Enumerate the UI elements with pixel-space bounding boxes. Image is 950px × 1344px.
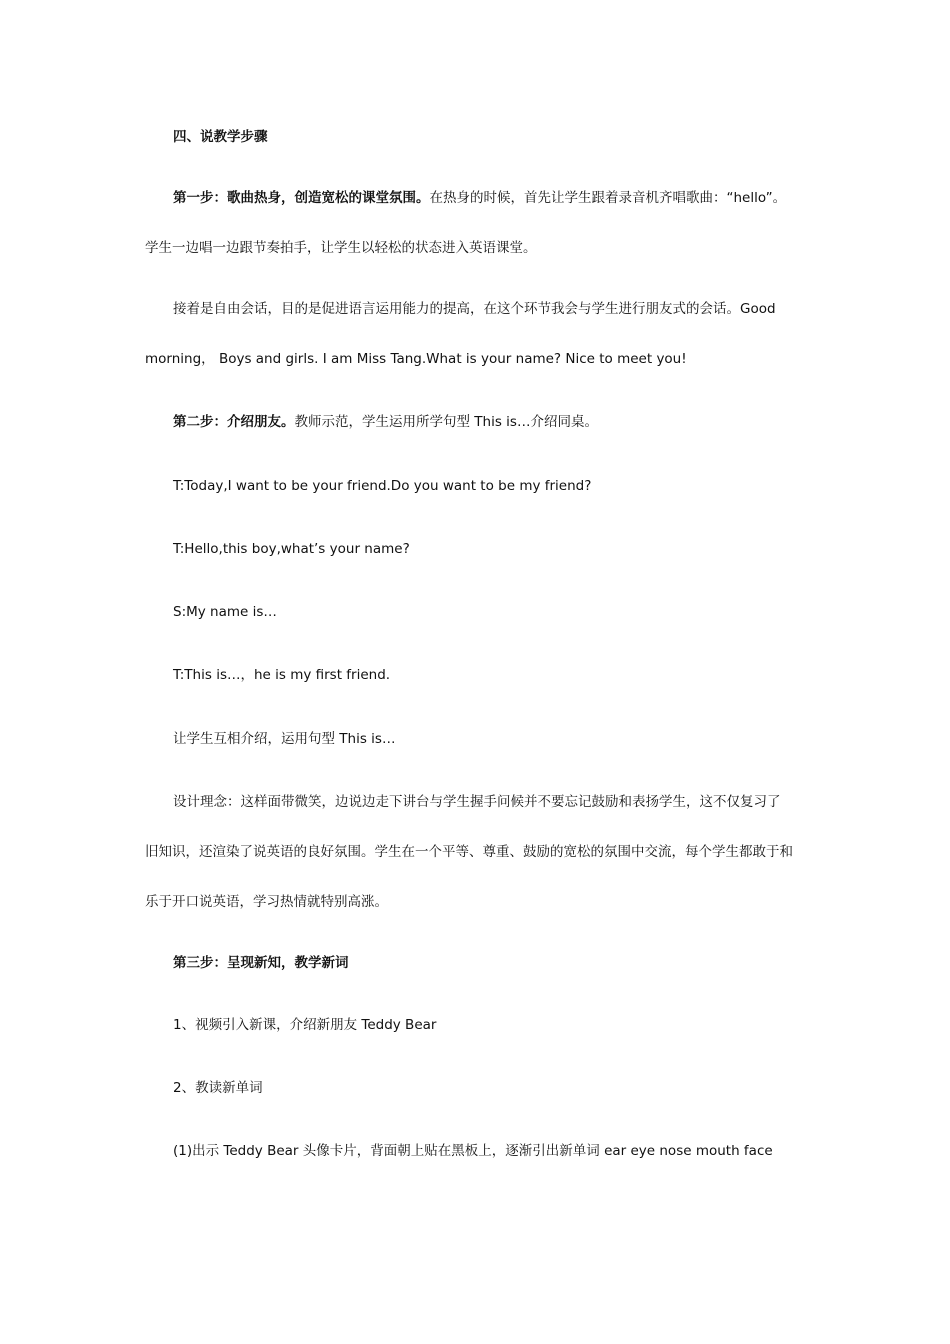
list-item: 2、教读新单词 (173, 1080, 263, 1096)
step2-text: 教师示范，学生运用所学句型 This is…介绍同桌。 (294, 414, 598, 430)
step1-paragraph (173, 188, 823, 208)
design-line-2: 旧知识，还渲染了说英语的良好氛围。学生在一个平等、尊重、鼓励的宽松的氛围中交流，每个学生都敢于和 (145, 844, 793, 860)
section-heading: 四、说教学步骤 (173, 129, 268, 145)
dialogue-line: T:Hello,this boy,what’s your name? (173, 541, 410, 557)
free-talk-line-1: 接着是自由会话，目的是促进语言运用能力的提高，在这个环节我会与学生进行朋友式的会话。Good (173, 301, 776, 317)
step3-heading: 第三步：呈现新知，教学新词 (173, 955, 349, 971)
step1-label: 第一步：歌曲热身，创造宽松的课堂氛围。 (173, 190, 430, 206)
step2-label: 第二步：介绍朋友。 (173, 414, 295, 430)
practice-line: 让学生互相介绍，运用句型 This is… (173, 731, 396, 747)
list-item: (1)出示 Teddy Bear 头像卡片，背面朝上贴在黑板上，逐渐引出新单词 ear eye nose mouth face (173, 1143, 773, 1159)
dialogue-line: T:This is…，he is my first friend. (173, 667, 391, 683)
step1-text: 在热身的时候，首先让学生跟着录音机齐唱歌曲：“hello”。 (429, 190, 787, 206)
design-line-1: 设计理念：这样面带微笑，边说边走下讲台与学生握手问候并不要忘记鼓励和表扬学生，这不仅复习了 (173, 794, 781, 810)
step1-continuation: 学生一边唱一边跟节奏拍手，让学生以轻松的状态进入英语课堂。 (145, 240, 537, 256)
step2-paragraph (173, 412, 823, 432)
design-line-3: 乐于开口说英语，学习热情就特别高涨。 (145, 894, 388, 910)
dialogue-line: T:Today,I want to be your friend.Do you want to be my friend? (173, 478, 592, 494)
list-item: 1、视频引入新课，介绍新朋友 Teddy Bear (173, 1017, 437, 1033)
dialogue-line: S:My name is… (173, 604, 277, 620)
free-talk-line-2: morning， Boys and girls. I am Miss Tang.What is your name? Nice to meet you! (145, 351, 687, 367)
